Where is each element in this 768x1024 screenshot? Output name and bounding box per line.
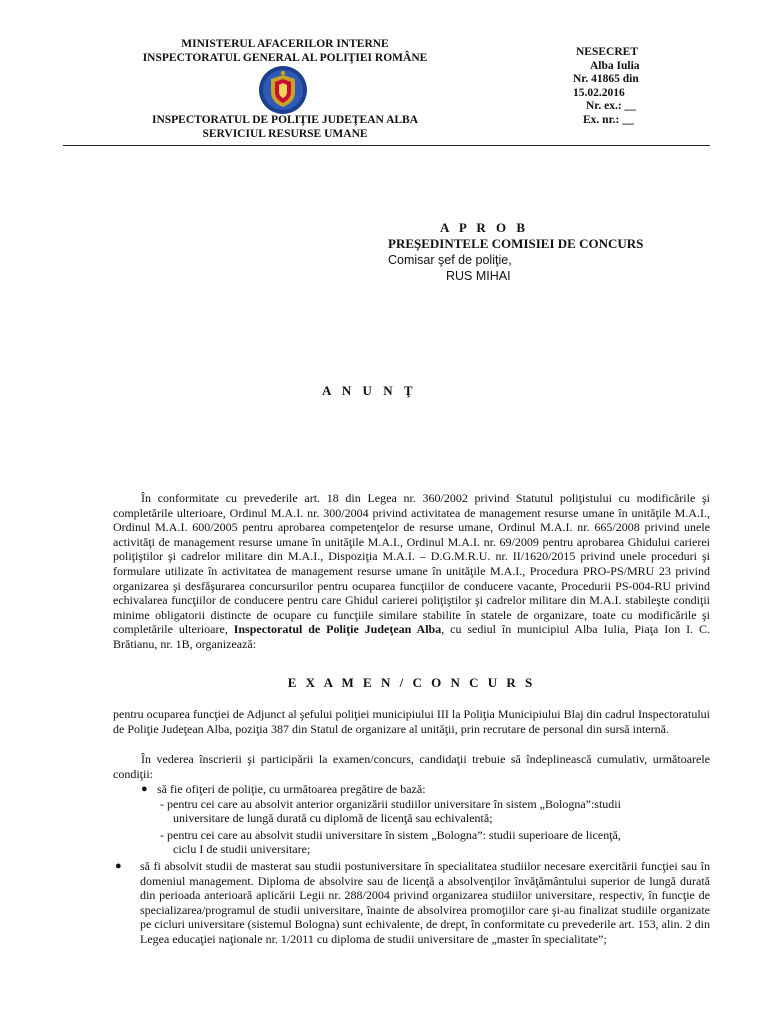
conditions-intro-paragraph: În vederea înscrierii şi participării la examen/concurs, candidaţii trebuie să îndeplinească cumulativ, următoarele condiţii:: [113, 752, 710, 781]
city-label: Alba Iulia: [590, 59, 640, 72]
bullet-icon: ●: [115, 860, 122, 872]
county-inspectorate-name: INSPECTORATUL DE POLIŢIE JUDEŢEAN ALBA: [151, 114, 419, 126]
registration-number: Nr. 41865 din: [573, 73, 639, 85]
legal-basis-text: În conformitate cu prevederile art. 18 din Legea nr. 360/2002 privind Statutul poliţistului cu modificările şi completările ulterioare, Ordinul M.A.I. nr. 300/2004 privind activitatea de management resurse umane în unităţile M.A.I., Ordinul M.A.I. 600/2005 pentru aprobarea competenţelor de resurse umane, Ordinul M.A.I. nr. 665/2008 privind unele activităţi de management resurse umane în unităţile M.A.I., Ordinul M.A.I. nr. 69/2009 pentru aprobarea Ghidului carierei poliţiştilor şi cadrelor militare din M.A.I., Dispoziţia M.A.I. – D.G.M.R.U. nr. II/1620/2015 privind unele proceduri şi formulare utilizate în activitatea de management resurse umane în unităţile M.A.I., Procedura PRO-PS/MRU 23 privind organizarea şi desfăşurarea concursurilor pentru ocuparea funcţiilor de conducere vacante, Procedurii PS-004-RU privind echivalarea funcţiilor de conducere pentru care Ghidul carierei poliţiştilor şi cadrelor militare din M.A.I. stabileşte condiţii minime obligatorii distincte de ocupare cu funcţiile similare stabilite în statele de organizare, toate cu modificările şi completările ulterioare,: [113, 491, 710, 637]
condition-text: să fie ofiţeri de poliţie, cu următoarea pregătire de bază:: [157, 782, 426, 796]
announcement-title: A N U N Ţ: [322, 383, 417, 398]
department-name: SERVICIUL RESURSE UMANE: [202, 128, 368, 140]
classification-label: NESECRET: [576, 46, 638, 58]
condition-subitem: - pentru cei care au absolvit anterior organizării studiilor universitare în sistem „Bologna”:studii: [160, 797, 621, 811]
condition-text: să fi absolvit studii de masterat sau studii postuniversitare în specialitatea studiilor necesare exercitării funcţiei sau în domeniul management. Diploma de absolvire sau de licenţă a absolvenţilor învăţământului superior de lungă durată din perioada anterioară aplicării Legii nr. 288/2004 privind organizarea studiilor universitare, respectiv, în funcţie de specializarea/programul de studii universitare, înainte de absolvirea promoţiilor care şi-au finalizat studiile organizate pe cicluri universitare (sistemul Bologna) sunt echivalente, de drept, în conformitate cu prevederile art. 153, alin. 2 din Legea educaţiei naţionale nr. 1/2011 cu diploma de studii universitare de „master în specialitate”;: [140, 859, 710, 946]
county-inspectorate-header: [110, 113, 460, 141]
police-emblem-icon: [258, 65, 308, 115]
legal-basis-paragraph: [113, 491, 710, 652]
condition-subitem-continued: ciclu I de studii universitare;: [173, 842, 311, 856]
inspectorate-general-name: INSPECTORATUL GENERAL AL POLIŢIEI ROMÂNE: [142, 52, 428, 64]
organizer-name: Inspectoratul de Poliţie Judeţean Alba: [233, 622, 442, 637]
document-registration-block: [573, 46, 683, 127]
position-paragraph: pentru ocuparea funcţiei de Adjunct al şefului poliţiei municipiului III la Poliţia Municipiului Blaj din cadrul Inspectoratului de Poliţie Judeţean Alba, poziţia 387 din Statul de organizare al unităţii, prin recrutare de personal din sursă internă.: [113, 707, 710, 736]
ministry-header: [110, 37, 460, 65]
copies-count: Nr. ex.: __: [586, 100, 637, 112]
header-divider: [63, 145, 710, 146]
organizer-address: , cu sediul în municipiul Alba Iulia, Piaţa Ion I. C. Brătianu, nr. 1B, organizează:: [113, 622, 710, 651]
approval-role: PREŞEDINTELE COMISIEI DE CONCURS: [388, 236, 644, 251]
condition-subitem: - pentru cei care au absolvit studii universitare în sistem „Bologna”: studii superioare de licenţă,: [160, 828, 621, 842]
ministry-name: MINISTERUL AFACERILOR INTERNE: [181, 38, 389, 50]
condition-item: [113, 782, 710, 797]
approval-rank: Comisar şef de poliţie,: [388, 253, 512, 267]
approval-title: A P R O B: [440, 220, 529, 235]
condition-subitem-continued: universitare de lungă durată cu diplomă de licenţă sau echivalentă;: [173, 811, 493, 825]
bullet-icon: ●: [141, 783, 148, 795]
exam-title: E X A M E N / C O N C U R S: [287, 675, 536, 690]
registration-date: 15.02.2016: [573, 86, 625, 99]
approval-block: [388, 220, 643, 284]
copy-number: Ex. nr.: __: [583, 113, 634, 126]
approval-name: RUS MIHAI: [446, 269, 511, 283]
